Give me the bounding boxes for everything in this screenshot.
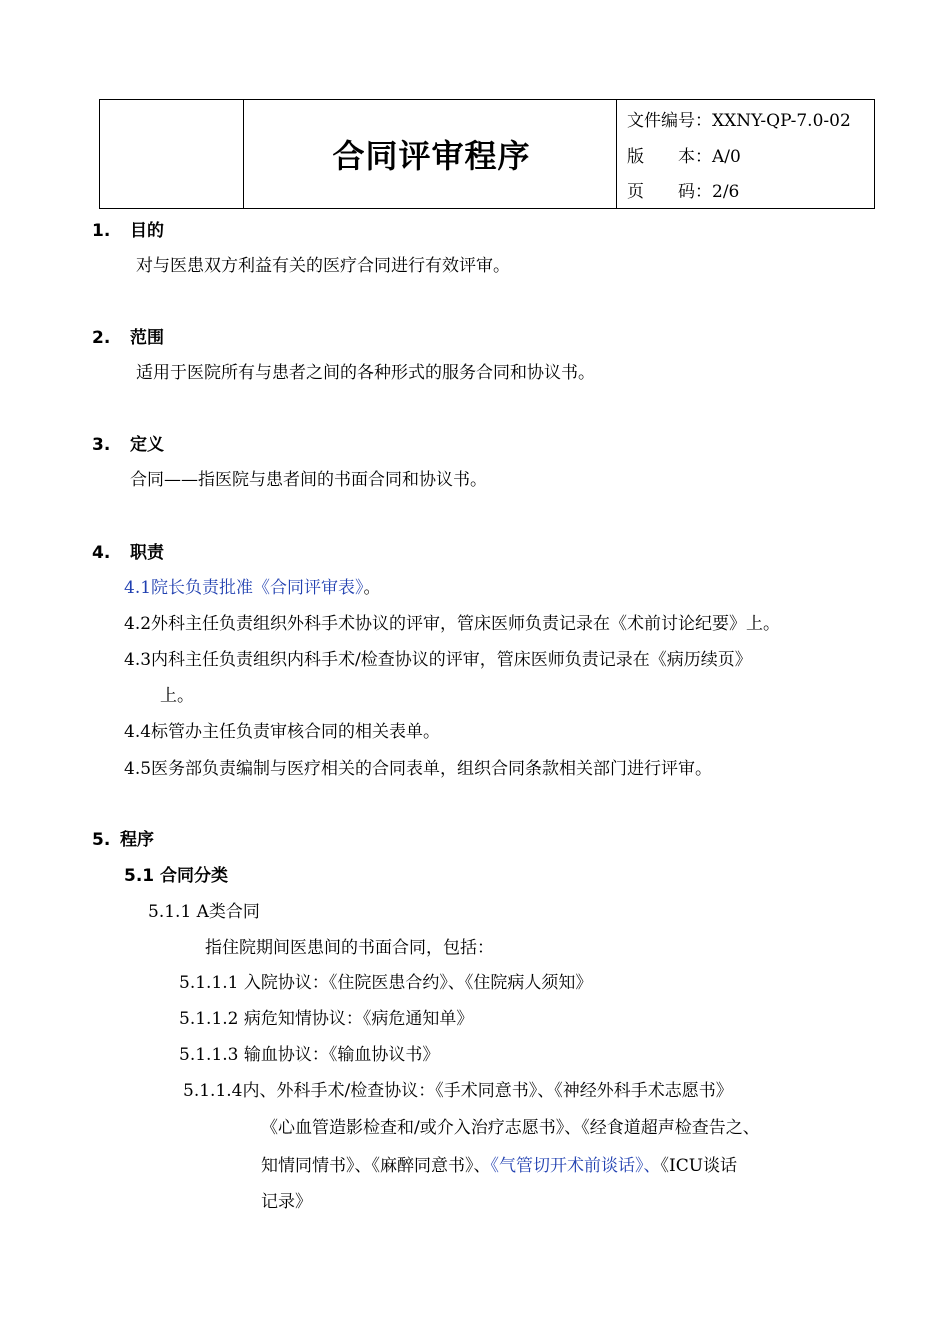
section-text: 适用于医院所有与患者之间的各种形式的服务合同和协议书。 xyxy=(136,363,595,383)
list-item: 4.3内科主任负责组织内科手术/检查协议的评审，管床医师负责记录在《病历续页》 xyxy=(124,650,752,670)
header-table xyxy=(99,99,875,209)
list-item: 5.1.1.2 病危知情协议：《病危通知单》 xyxy=(179,1009,474,1029)
section-heading: 4. 职责 xyxy=(92,543,164,563)
page-number: 页 码：2/6 xyxy=(627,182,740,202)
section-heading: 2. 范围 xyxy=(92,328,164,348)
list-item: 4.5医务部负责编制与医疗相关的合同表单，组织合同条款相关部门进行评审。 xyxy=(124,759,713,779)
subsubsection-heading: 5.1.1 A类合同 xyxy=(148,902,260,922)
list-item: 5.1.1.4内、外科手术/检查协议：《手术同意书》、《神经外科手术志愿书》 xyxy=(183,1081,733,1101)
list-item: 4.2外科主任负责组织外科手术协议的评审，管床医师负责记录在《术前讨论纪要》上。 xyxy=(124,614,781,634)
list-item-continuation: 《心血管造影检查和/或介入治疗志愿书》、《经食道超声检查告之、 xyxy=(261,1118,760,1138)
paragraph: 指住院期间医患间的书面合同，包括： xyxy=(205,938,494,958)
link-text[interactable]: 《气管切开术前谈话》、 xyxy=(490,1156,661,1176)
list-item-continuation: 上。 xyxy=(160,686,194,706)
section-heading: 3. 定义 xyxy=(92,435,164,455)
list-item: 4.4标管办主任负责审核合同的相关表单。 xyxy=(124,722,441,742)
version: 版 本：A/0 xyxy=(627,147,741,167)
list-item: 5.1.1.1 入院协议：《住院医患合约》、《住院病人须知》 xyxy=(179,973,593,993)
link-text[interactable]: 4.1院长负责批准《合同评审表》 xyxy=(124,578,364,598)
section-text: 合同——指医院与患者间的书面合同和协议书。 xyxy=(130,470,487,490)
doc-number: 文件编号：XXNY-QP-7.0-02 xyxy=(627,111,851,131)
subsection-heading: 5.1 合同分类 xyxy=(124,866,229,886)
section-heading: 1. 目的 xyxy=(92,221,164,241)
list-item-continuation: 记录》 xyxy=(261,1192,312,1212)
list-item-continuation: 知情同情书》、《麻醉同意书》、《气管切开术前谈话》、《ICU谈话 xyxy=(261,1156,738,1176)
section-heading: 5. 程序 xyxy=(92,830,154,850)
header-divider xyxy=(243,100,244,208)
list-item: 4.1院长负责批准《合同评审表》。 xyxy=(124,578,381,598)
section-text: 对与医患双方利益有关的医疗合同进行有效评审。 xyxy=(136,256,510,276)
list-item: 5.1.1.3 输血协议：《输血协议书》 xyxy=(179,1045,440,1065)
document-title: 合同评审程序 xyxy=(332,137,531,175)
